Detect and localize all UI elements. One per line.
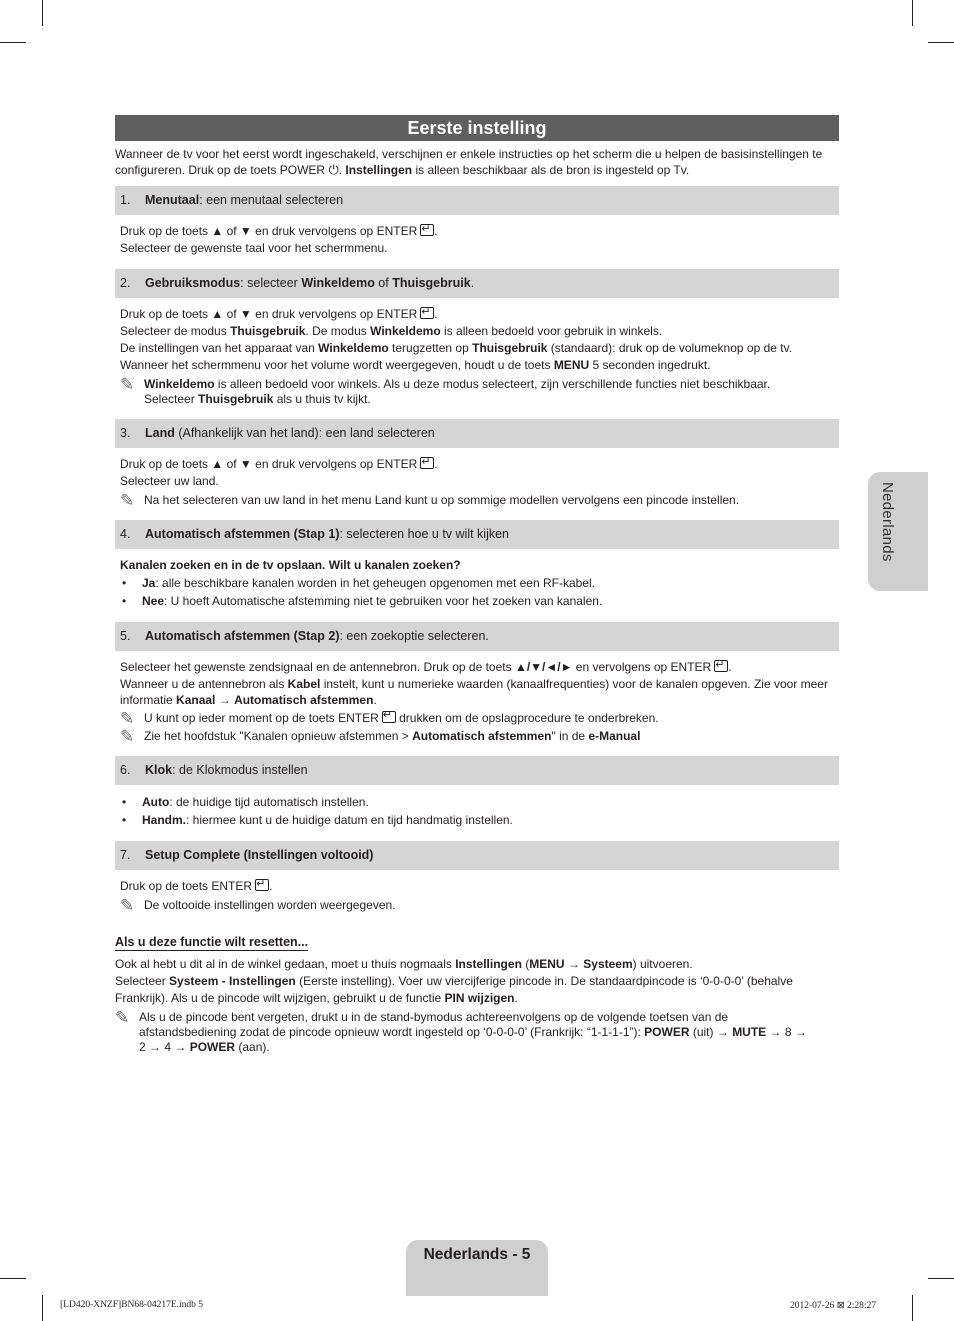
step-header-automatisch-afstemmen-1: 4. Automatisch afstemmen (Stap 1): selecteren hoe u tv wilt kijken xyxy=(115,520,839,549)
note: ✎ Winkeldemo is alleen bedoeld voor winkels. Als u deze modus selecteert, zijn verschillende functies niet beschikbaar. Selecteer Thuisgebruik als u thuis tv kijkt. xyxy=(120,375,771,406)
enter-icon xyxy=(420,224,434,236)
step-body-automatisch-afstemmen-1 xyxy=(115,549,839,614)
step-body-klok xyxy=(115,785,839,833)
step-body-gebruiksmodus: Druk op de toets ▲ of ▼ en druk vervolgens op ENTER↵ . Selecteer de modus Thuisgebruik. De modus Winkeldemo is alleen bedoeld voor gebruik in winkels. De instellingen van het apparaat van Winkeldemo terugzetten op Thuisgebruik (standaard): druk op de volumeknop op de tv. Wanneer het schermmenu voor het volume wordt weergegeven, houdt u de toets MENU 5 seconden ingedrukt. ✎ Winkeldemo is alleen bedoeld voor winkels. Als u deze modus selecteert, zijn verschillende functies niet beschikbaar. Selecteer Thuisgebruik als u thuis tv kijkt. xyxy=(115,298,839,411)
step-body-land: Druk op de toets ▲ of ▼ en druk vervolgens op ENTER↵ . Selecteer uw land. ✎ Na het selecteren van uw land in het menu Land kunt u op sommige modellen vervolgens een pincode instellen. xyxy=(115,448,839,512)
enter-icon xyxy=(420,307,434,319)
reset-section-body: Ook al hebt u dit al in de winkel gedaan, moet u thuis nogmaals Instellingen (MENU → Systeem) uitvoeren. Selecteer Systeem - Instellingen (Eerste instelling). Voer uw viercijferige pincode in. De standaardpincode is ‘0-0-0-0’ (behalve Frankrijk). Als u de pincode wilt wijzigen, gebruikt u de functie PIN wijzigen. ✎ Als u de pincode bent vergeten, drukt u in de stand-bymodus achtereenvolgens op de volgende toetsen van de afstandsbediening zodat de pincode opnieuw wordt ingesteld op ‘0-0-0-0’ (Frankrijk: “1-1-1-1”): POWER (uit) → MUTE → 8 → 2 → 4 → POWER (aan). xyxy=(115,956,839,1055)
question: Kanalen zoeken en in de tv opslaan. Wilt u kanalen zoeken? xyxy=(120,558,461,572)
pencil-note-icon: ✎ xyxy=(115,1008,130,1027)
enter-icon xyxy=(420,457,434,469)
crop-mark xyxy=(912,1295,913,1321)
step-header-gebruiksmodus: 2. Gebruiksmodus: selecteer Winkeldemo of Thuisgebruik. xyxy=(115,269,839,298)
page-title: Eerste instelling xyxy=(115,115,839,141)
enter-icon xyxy=(255,879,269,891)
step-body-menutaal: Druk op de toets ▲ of ▼ en druk vervolgens op ENTER↵ . Selecteer de gewenste taal voor het schermmenu. xyxy=(115,215,839,261)
pencil-note-icon: ✎ xyxy=(120,491,135,510)
crop-mark xyxy=(912,0,913,26)
note: ✎ Zie het hoofdstuk "Kanalen opnieuw afstemmen > Automatisch afstemmen" in de e-Manual xyxy=(120,727,641,746)
crop-mark xyxy=(0,42,26,43)
crop-mark xyxy=(42,0,43,26)
power-icon: ⏻ xyxy=(328,162,339,177)
pencil-note-icon: ✎ xyxy=(120,709,135,728)
list-item: • Auto: de huidige tijd automatisch instellen. xyxy=(122,795,369,809)
language-side-tab: Nederlands xyxy=(868,472,928,591)
enter-icon xyxy=(382,711,396,723)
enter-icon xyxy=(714,660,728,672)
step-header-klok: 6. Klok: de Klokmodus instellen xyxy=(115,756,839,785)
note: ✎ U kunt op ieder moment op de toets ENTER↵ drukken om de opslagprocedure te onderbreken. xyxy=(120,711,839,726)
note: ✎ De voltooide instellingen worden weergegeven. xyxy=(120,896,396,915)
step-body-setup-complete: Druk op de toets ENTER↵ . ✎ De voltooide instellingen worden weergegeven. xyxy=(115,870,839,917)
list-item: • Nee: U hoeft Automatische afstemming niet te gebruiken voor het zoeken van kanalen. xyxy=(122,594,603,608)
note: ✎ Na het selecteren van uw land in het menu Land kunt u op sommige modellen vervolgens een pincode instellen. xyxy=(120,491,740,510)
pencil-note-icon: ✎ xyxy=(120,727,135,746)
pencil-note-icon: ✎ xyxy=(120,896,135,915)
step-header-menutaal: 1. Menutaal: een menutaal selecteren xyxy=(115,186,839,215)
crop-mark xyxy=(928,1278,954,1279)
step-header-setup-complete: 7. Setup Complete (Instellingen voltooid) xyxy=(115,841,839,870)
reset-section-title: Als u deze functie wilt resetten... xyxy=(115,935,309,949)
page-number: Nederlands - 5 xyxy=(406,1240,548,1296)
list-item: • Handm.: hiermee kunt u de huidige datum en tijd handmatig instellen. xyxy=(122,813,513,827)
list-item: • Ja: alle beschikbare kanalen worden in het geheugen opgenomen met een RF-kabel. xyxy=(122,576,595,590)
note: ✎ Als u de pincode bent vergeten, drukt u in de stand-bymodus achtereenvolgens op de volgende toetsen van de afstandsbediening zodat de pincode opnieuw wordt ingesteld op ‘0-0-0-0’ (Frankrijk: “1-1-1-1”): POWER (uit) → MUTE → 8 → 2 → 4 → POWER (aan). xyxy=(115,1008,807,1054)
footer-file-info: [LD420-XNZF]BN68-04217E.indb 5 xyxy=(60,1300,204,1310)
step-header-automatisch-afstemmen-2: 5. Automatisch afstemmen (Stap 2): een zoekoptie selecteren. xyxy=(115,622,839,651)
step-header-land: 3. Land (Afhankelijk van het land): een land selecteren xyxy=(115,419,839,448)
main-content xyxy=(115,146,839,1055)
crop-mark xyxy=(42,1295,43,1321)
footer-timestamp: 2012-07-26 ⊠ 2:28:27 xyxy=(790,1301,877,1311)
intro-paragraph: Wanneer de tv voor het eerst wordt ingeschakeld, verschijnen er enkele instructies op het scherm die u helpen de basisinstellingen te configureren. Druk op de toets POWER ⏻. Instellingen is alleen beschikbaar als de bron is ingesteld op Tv. xyxy=(115,147,823,177)
pencil-note-icon: ✎ xyxy=(120,375,135,394)
step-body-automatisch-afstemmen-2: Selecteer het gewenste zendsignaal en de antennebron. Druk op de toets ▲/▼/◄/► en vervolgens op ENTER↵ . Wanneer u de antennebron als Kabel instelt, kunt u numerieke waarden (kanaalfrequenties) voor de kanalen opgeven. Zie voor meer informatie Kanaal → Automatisch afstemmen. ✎ U kunt op ieder moment op de toets ENTER↵ drukken om de opslagprocedure te onderbreken. ✎ Zie het hoofdstuk "Kanalen opnieuw afstemmen > Automatisch afstemmen" in de e-Manual xyxy=(115,651,839,748)
crop-mark xyxy=(928,42,954,43)
crop-mark xyxy=(0,1278,26,1279)
